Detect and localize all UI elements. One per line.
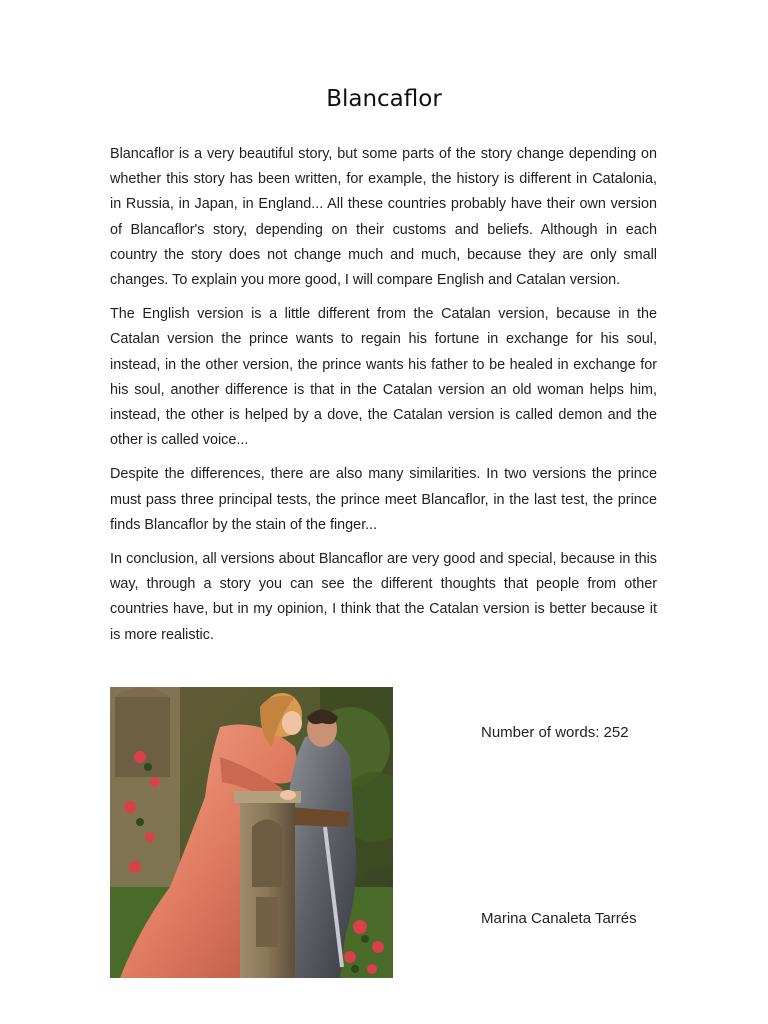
paragraph-differences: The English version is a little different from the Catalan version, because in the Catalan version the prince wants to regain his fortune in exchange for his soul, instead, in the other version, the prince wants his father to be healed in exchange for his soul, another difference is that in the Catalan version an old woman helps him, instead, the other is helped by a dove, the Catalan version is called demon and the other is called voice...	[110, 306, 657, 449]
paragraph-similarities: Despite the differences, there are also many similarities. In two versions the prince must pass three principal tests, the prince meet Blancaflor, in the last test, the prince finds Blancaflor by the stain of the finger...	[110, 466, 657, 533]
paragraph-conclusion: In conclusion, all versions about Blancaflor are very good and special, because in this way, through a story you can see the different thoughts that people from other countries have, but in my opinion, I think that the Catalan version is better because it is more realistic.	[110, 551, 657, 643]
document-body	[110, 142, 657, 657]
author-name: Marina Canaleta Tarrés	[481, 910, 637, 927]
paragraph-introduction: Blancaflor is a very beautiful story, but some parts of the story change depending on whether this story has been written, for example, the history is different in Catalonia, in Russia, in Japan, in England... All these countries probably have their own version of Blancaflor's story, depending on their customs and beliefs. Although in each country the story does not change much and much, because they are only small changes. To explain you more good, I will compare English and Catalan version.	[110, 146, 657, 289]
word-count: Number of words: 252	[481, 724, 629, 741]
story-illustration	[110, 687, 393, 978]
document-title: Blancaflor	[326, 86, 442, 112]
